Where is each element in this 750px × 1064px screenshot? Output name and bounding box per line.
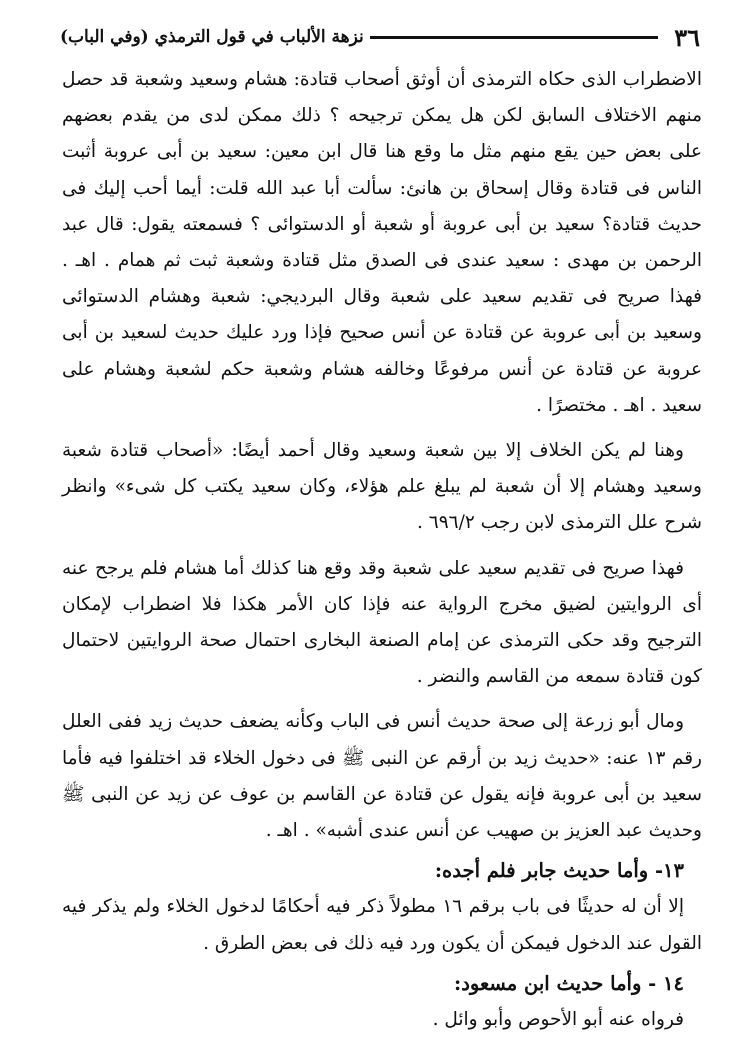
paragraph-idtirab: الاضطراب الذى حكاه الترمذى أن أوثق أصحاب قتادة: هشام وسعيد وشعبة قد حصل منهم الاختلاف السابق لكن هل يمكن ترجيحه ؟ ذلك ممكن لدى من يقدم بعضهم على بعض حين يقع منهم مثل ما وقع هنا قال ابن معين: سعيد بن أبى عروبة أثبت الناس فى قتادة وقال إسحاق بن هانئ: سألت أبا عبد الله قلت: أيما أحب إليك فى حديث قتادة؟ سعيد بن أبى عروبة أو شعبة أو الدستوائى ؟ فسمعته يقول: قال عبد الرحمن بن مهدى : سعيد عندى فى الصدق مثل قتادة وشعبة ثبت ثم همام . اهـ . فهذا صريح فى تقديم سعيد على شعبة وقال البرديجي: شعبة وهشام الدستوائى وسعيد بن أبى عروبة عن قتادة عن أنس صحيح فإذا ورد عليك حديث لسعيد بن أبى عروبة عن قتادة عن أنس مرفوعًا وخالفه هشام وشعبة حكم لشعبة وهشام على سعيد . اهـ . مختصرًا . <box>62 69 703 416</box>
page-number: ٣٦ <box>674 22 700 52</box>
paragraph-abu-zura: ومال أبو زرعة إلى صحة حديث أنس فى الباب وكأنه يضعف حديث زيد ففى العلل رقم ١٣ عنه: «حديث زيد بن أرقم عن النبى ﷺ فى دخول الخلاء قد اختلفوا فيه فأما سعيد بن أبى عروبة فإنه يقول عن قتادة عن القاسم بن عوف عن زيد عن النبى ﷺ وحديث عبد العزيز بن صهيب عن أنس عندى أشبه» . اهـ . <box>62 711 702 842</box>
header-rule <box>370 36 658 39</box>
running-title: نزهة الألباب في قول الترمذي (وفي الباب) <box>60 27 364 47</box>
page-body <box>62 62 702 1038</box>
paragraph-ibn-masud: فرواه عنه أبو الأحوص وأبو وائل . <box>432 1009 684 1031</box>
paragraph-jabir: إلا أن له حديثًا فى باب برقم ١٦ مطولاً ذكر فيه أحكامًا لدخول الخلاء ولم يذكر فيه القول عند الدخول فيمكن أن يكون ورد فيه ذلك فى بعض الطرق . <box>62 896 702 954</box>
section-heading-jabir: ١٣- وأما حديث جابر فلم أجده: <box>434 859 684 883</box>
section-heading-ibn-masud: ١٤ - وأما حديث ابن مسعود: <box>454 971 684 995</box>
page-header <box>60 22 700 52</box>
paragraph-ahmad-quote: وهنا لم يكن الخلاف إلا بين شعبة وسعيد وقال أحمد أيضًا: «أصحاب قتادة شعبة وسعيد وهشام إلا أن شعبة لم يبلغ علم هؤلاء، وكان سعيد يكتب كل شىء» وانظر شرح علل الترمذى لابن رجب ٦٩٦/٢ . <box>62 440 702 534</box>
paragraph-tarjih: فهذا صريح فى تقديم سعيد على شعبة وقد وقع هنا كذلك أما هشام فلم يرجح عنه أى الروايتين لضيق مخرج الرواية عنه فإذا كان الأمر هكذا فلا اضطراب لإمكان الترجيح وقد حكى الترمذى عن إمام الصنعة البخارى احتمال صحة الروايتين لاحتمال كون قتادة سمعه من القاسم والنضر . <box>62 557 702 688</box>
